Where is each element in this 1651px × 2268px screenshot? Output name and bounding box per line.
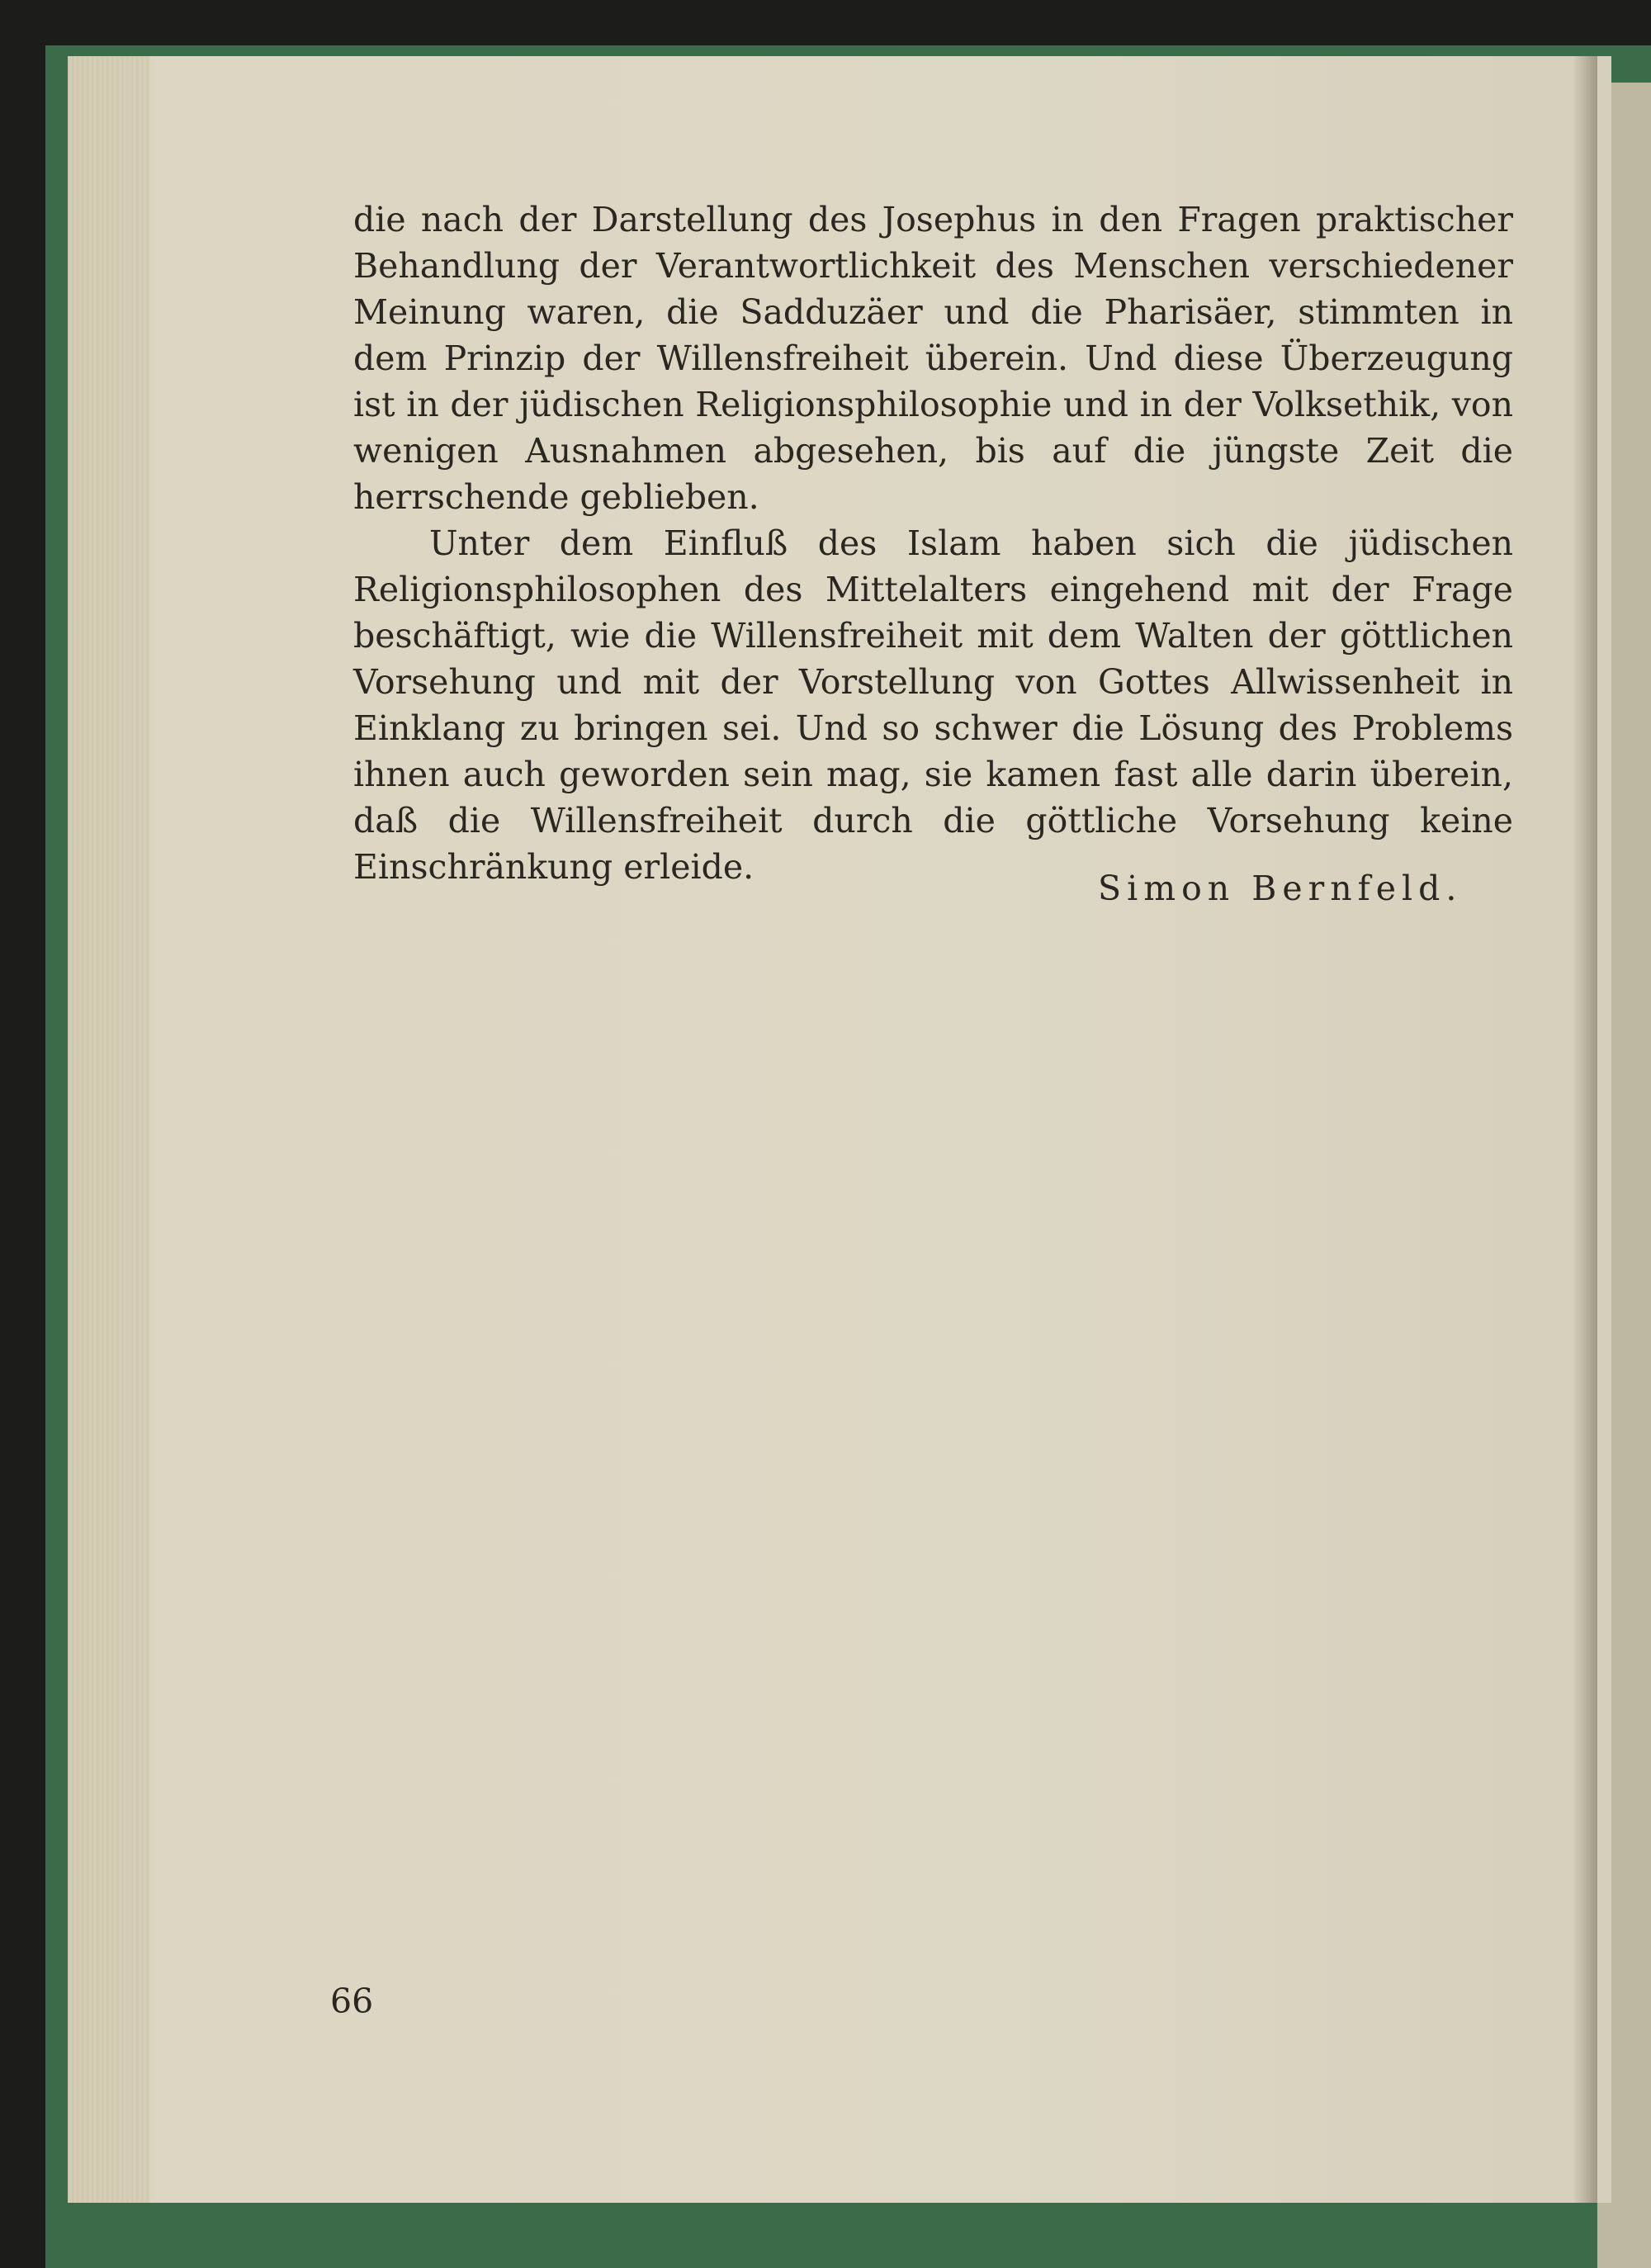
paragraph-1: die nach der Darstellung des Josephus in den Fragen praktischer Behandlung der Verantwortlichkeit des Menschen verschiedener Meinung waren, die Sadduzäer und die Pharisäer, stimmten in dem Prinzip der Willensfreiheit überein. Und diese Überzeugung ist in der jüdischen Religionsphilosophie und in der Volksethik, von wenigen Ausnahmen abgesehen, bis auf die jüngste Zeit die herrschende geblieben. [353, 200, 1513, 517]
page-edges [68, 56, 150, 2203]
page-number: 66 [330, 1982, 374, 2021]
body-text [353, 196, 1513, 890]
gutter-shadow [1573, 56, 1597, 2203]
paragraph-2: Unter dem Einfluß des Islam haben sich die jüdischen Religionsphilosophen des Mittelalters eingehend mit der Frage beschäftigt, wie die Willensfreiheit mit dem Walten der göttlichen Vorsehung und mit der Vorstellung von Gottes Allwissenheit in Einklang zu bringen sei. Und so schwer die Lösung des Problems ihnen auch geworden sein mag, sie kamen fast alle darin überein, daß die Willensfreiheit durch die göttliche Vorsehung keine Einschränkung erleide. [353, 523, 1513, 887]
author-signature: Simon Bernfeld. [1098, 869, 1463, 908]
